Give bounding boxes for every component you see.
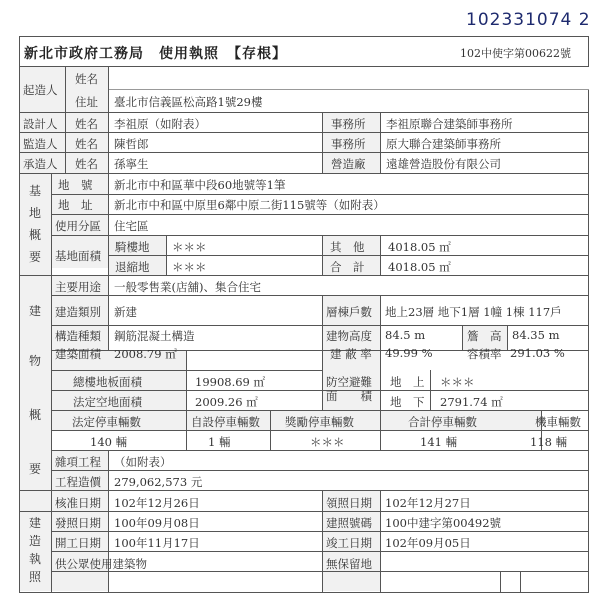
other-area-value: 4018.05 ㎡: [388, 240, 451, 254]
open-space-value: 2009.26 ㎡: [195, 395, 258, 409]
building-section-char: 要: [28, 462, 41, 476]
supervisor-name: 陳哲郎: [114, 137, 149, 151]
cost-label: 工程造價: [55, 475, 101, 489]
public-use-label: 供公眾使用建築物: [55, 557, 147, 571]
license-section-char: 建: [28, 516, 41, 530]
site-address-value: 新北市中和區中原里6鄰中原二街115號等（如附表）: [114, 198, 385, 212]
designer-name-label: 姓名: [75, 117, 98, 131]
footprint-value: 2008.79 ㎡: [114, 347, 177, 361]
start-date-label: 開工日期: [55, 536, 101, 550]
permit-number: 102中使字第00622號: [460, 47, 571, 60]
site-address-label: 地 址: [58, 198, 93, 212]
start-date-value: 100年11月17日: [114, 536, 200, 550]
site-section-char: 地: [28, 206, 41, 220]
contractor-name: 孫寧生: [114, 157, 149, 171]
building-section-char: 建: [28, 304, 41, 318]
floor-area-label: 總樓地板面積: [73, 375, 142, 389]
parking-value: 140 輛: [90, 435, 128, 449]
receipt-date-value: 102年12月27日: [385, 496, 471, 510]
main-use-value: 一般零售業(店舖)、集合住宅: [114, 280, 261, 294]
far-label: 容積率: [467, 347, 502, 361]
applicant-section-label: 起造人: [23, 83, 58, 97]
zone-label: 使用分區: [55, 219, 101, 233]
parking-value: 141 輛: [420, 435, 458, 449]
site-section-char: 要: [28, 250, 41, 264]
eaves-value: 84.35 m: [512, 328, 560, 342]
designer-office: 李祖原聯合建築師事務所: [386, 117, 513, 131]
site-area-label: 基地面積: [55, 249, 101, 263]
total-area-value: 4018.05 ㎡: [388, 260, 451, 274]
structure-label: 構造種類: [55, 329, 101, 343]
misc-works-label: 雜項工程: [55, 455, 101, 469]
height-value: 84.5 m: [385, 328, 426, 342]
contractor-office-label: 營造廠: [331, 157, 366, 171]
cost-value: 279,062,573 元: [114, 475, 203, 489]
parking-value: 1 輛: [208, 435, 231, 449]
setback-label: 退縮地: [115, 260, 150, 274]
parking-value: 118 輛: [530, 435, 568, 449]
contractor-office: 遠雄營造股份有限公司: [386, 157, 501, 171]
main-use-label: 主要用途: [55, 280, 101, 294]
parking-header: 機車輛數: [535, 415, 581, 429]
open-space-label: 法定空地面積: [73, 395, 142, 409]
license-number-value: 100中建字第00492號: [385, 516, 502, 530]
applicant-address-label: 住址: [75, 95, 98, 109]
document-title: 新北市政府工務局 使用執照 【存根】: [24, 46, 287, 62]
setback-value: ＊＊＊: [172, 260, 207, 274]
contractor-role: 承造人: [23, 157, 58, 171]
site-section-char: 概: [28, 228, 41, 242]
supervisor-role: 監造人: [23, 137, 58, 151]
redacted-name-area: [109, 67, 589, 89]
applicant-address-value: 臺北市信義區松高路1號29樓: [114, 95, 263, 109]
supervisor-name-label: 姓名: [75, 137, 98, 151]
parking-header: 合計停車輛數: [408, 415, 477, 429]
supervisor-office-label: 事務所: [331, 137, 366, 151]
lot-value: 新北市中和區華中段60地號等1筆: [114, 178, 286, 192]
designer-role: 設計人: [23, 117, 58, 131]
shelter-label-area: 面 積: [326, 389, 372, 403]
misc-works-value: （如附表）: [114, 455, 172, 469]
issue-date-value: 100年09月08日: [114, 516, 200, 530]
height-label: 建物高度: [326, 329, 372, 343]
approval-date-label: 核准日期: [55, 496, 101, 510]
building-section-char: 物: [28, 354, 41, 368]
approval-date-value: 102年12月26日: [114, 496, 200, 510]
shelter-above-value: ＊＊＊: [440, 375, 475, 389]
floors-label: 層棟戶數: [326, 305, 372, 319]
reserve-land-label: 無保留地: [326, 557, 372, 571]
license-number-label: 建照號碼: [326, 516, 372, 530]
total-area-label: 合 計: [330, 260, 365, 274]
supervisor-office: 原大聯合建築師事務所: [386, 137, 501, 151]
structure-value: 鋼筋混凝土構造: [114, 329, 195, 343]
designer-office-label: 事務所: [331, 117, 366, 131]
footprint-label: 建築面積: [55, 347, 101, 361]
floors-value: 地上23層 地下1層 1幢 1棟 117戶: [385, 305, 562, 319]
coverage-label: 建 蔽 率: [330, 347, 372, 361]
shelter-below-value: 2791.74 ㎡: [440, 395, 503, 409]
arcade-label: 騎樓地: [115, 240, 150, 254]
site-section-char: 基: [28, 184, 41, 198]
lot-label: 地 號: [58, 178, 93, 192]
parking-header: 自設停車輛數: [191, 415, 260, 429]
parking-value: ＊＊＊: [310, 435, 345, 449]
far-value: 291.03 %: [510, 346, 565, 360]
handwritten-number: 102331074 2: [466, 10, 591, 30]
eaves-label: 簷 高: [467, 329, 502, 343]
arcade-value: ＊＊＊: [172, 240, 207, 254]
parking-header: 法定停車輛數: [72, 415, 141, 429]
contractor-name-label: 姓名: [75, 157, 98, 171]
license-section-char: 照: [28, 570, 41, 584]
shelter-above-label: 地 上: [390, 375, 425, 389]
zone-value: 住宅區: [114, 219, 149, 233]
license-section-char: 執: [28, 552, 41, 566]
finish-date-value: 102年09月05日: [385, 536, 471, 550]
build-type-value: 新建: [114, 305, 137, 319]
parking-header: 獎勵停車輛數: [285, 415, 354, 429]
applicant-name-label: 姓名: [75, 72, 98, 86]
receipt-date-label: 領照日期: [326, 496, 372, 510]
other-area-label: 其 他: [330, 240, 365, 254]
building-section-char: 概: [28, 408, 41, 422]
shelter-below-label: 地 下: [390, 395, 425, 409]
finish-date-label: 竣工日期: [326, 536, 372, 550]
issue-date-label: 發照日期: [55, 516, 101, 530]
floor-area-value: 19908.69 ㎡: [195, 375, 266, 389]
coverage-value: 49.99 %: [385, 346, 433, 360]
build-type-label: 建造類別: [55, 305, 101, 319]
designer-name: 李祖原（如附表）: [114, 117, 206, 131]
license-section-char: 造: [28, 534, 41, 548]
shelter-label: 防空避難: [326, 375, 372, 389]
